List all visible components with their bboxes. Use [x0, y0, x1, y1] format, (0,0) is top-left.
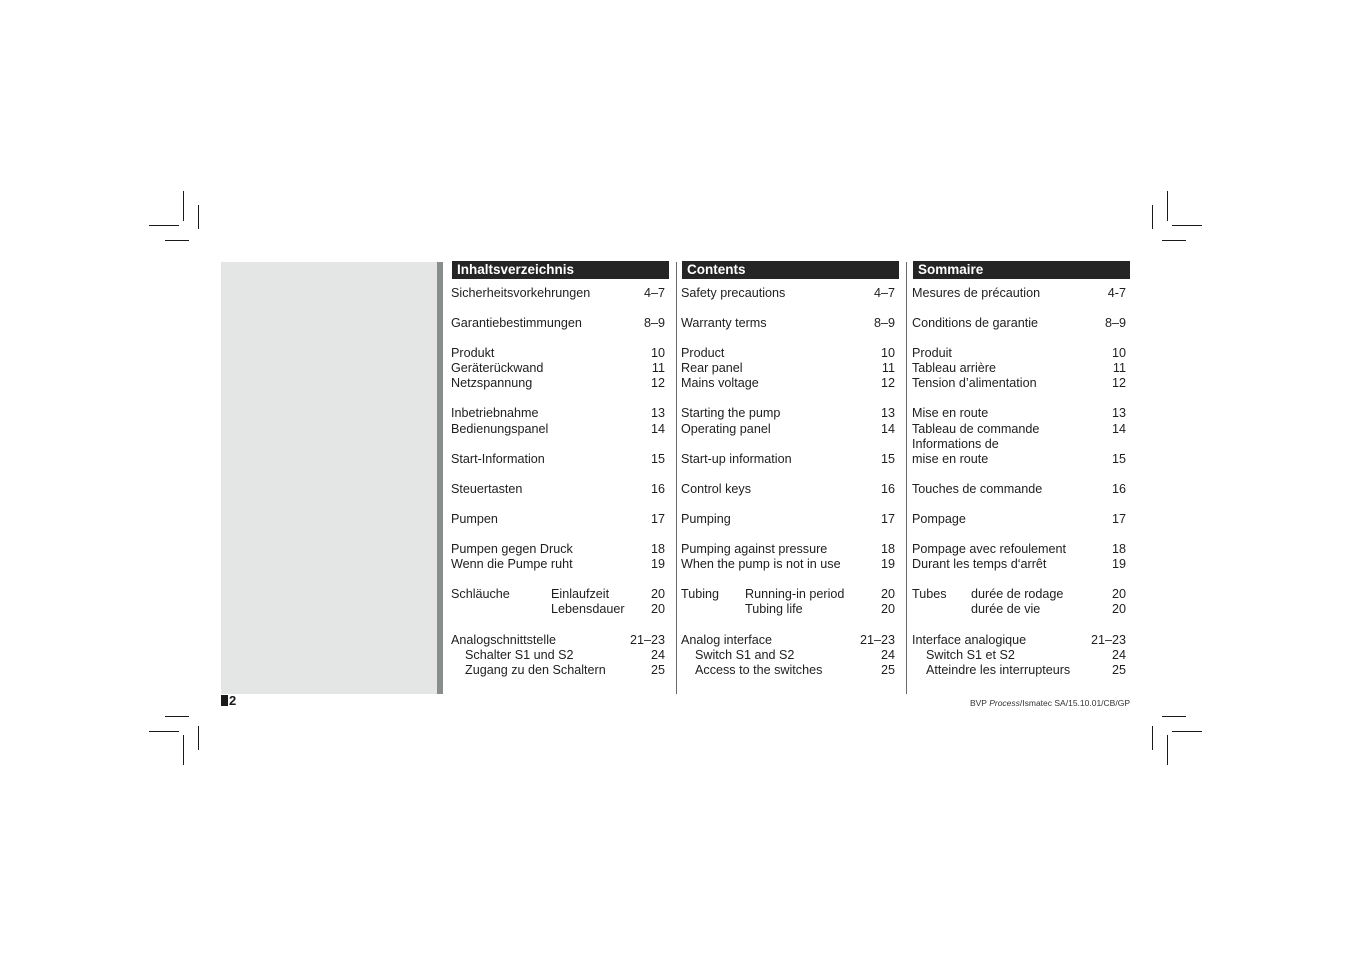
toc-entry: Steuertasten 16 [451, 482, 665, 496]
toc-column-french [912, 261, 1130, 678]
toc-entry: Tableau de commande 14 [912, 422, 1126, 436]
toc-entry: Netzspannung 12 [451, 376, 665, 390]
toc-entry: Bedienungspanel 14 [451, 422, 665, 436]
toc-entry: Tension d’alimentation 12 [912, 376, 1126, 390]
toc-entry: Produit 10 [912, 346, 1126, 360]
toc-entry: Tubes durée de rodage 20 [912, 587, 1126, 601]
toc-entry: Switch S1 et S2 24 [926, 648, 1126, 662]
column-heading: Sommaire [913, 261, 1130, 279]
toc-entry: Atteindre les interrupteurs 25 [926, 663, 1126, 677]
toc-entry: Control keys 16 [681, 482, 895, 496]
toc-entry: durée de vie 20 [971, 602, 1126, 616]
toc-entry: Geräterückwand 11 [451, 361, 665, 375]
toc-entry: Wenn die Pumpe ruht 19 [451, 557, 665, 571]
page-marker [221, 695, 228, 706]
toc-entry: Safety precautions 4–7 [681, 286, 895, 300]
toc-entry: Mains voltage 12 [681, 376, 895, 390]
toc-entry: Pumpen 17 [451, 512, 665, 526]
document-footer: BVP Process/Ismatec SA/15.10.01/CB/GP [969, 698, 1130, 708]
toc-entry: mise en route 15 [912, 452, 1126, 466]
toc-entry: Conditions de garantie 8–9 [912, 316, 1126, 330]
toc-entry: Touches de commande 16 [912, 482, 1126, 496]
toc-entry: Access to the switches 25 [695, 663, 895, 677]
toc-entry: Pompage avec refoulement 18 [912, 542, 1126, 556]
toc-entry: Switch S1 and S2 24 [695, 648, 895, 662]
column-divider [676, 262, 677, 694]
toc-entry: Pumping against pressure 18 [681, 542, 895, 556]
toc-entry: Start-Information 15 [451, 452, 665, 466]
toc-entry: Warranty terms 8–9 [681, 316, 895, 330]
toc-entry: Mesures de précaution 4-7 [912, 286, 1126, 300]
column-divider [906, 262, 907, 694]
toc-entry: Pompage 17 [912, 512, 1126, 526]
column-heading: Inhaltsverzeichnis [452, 261, 669, 279]
toc-entry: Analog interface 21–23 [681, 633, 895, 647]
toc-entry: Zugang zu den Schaltern 25 [465, 663, 665, 677]
page-number: 2 [229, 693, 237, 708]
toc-entry: Start-up information 15 [681, 452, 895, 466]
toc-entry: When the pump is not in use 19 [681, 557, 895, 571]
toc-entry: Inbetriebnahme 13 [451, 406, 665, 420]
toc-entry: Pumpen gegen Druck 18 [451, 542, 665, 556]
toc-entry: Lebensdauer 20 [551, 602, 665, 616]
toc-entry: Starting the pump 13 [681, 406, 895, 420]
toc-entry: Durant les temps d‘arrêt 19 [912, 557, 1126, 571]
toc-entry: Product 10 [681, 346, 895, 360]
toc-entry: Mise en route 13 [912, 406, 1126, 420]
toc-entry: Tubing life 20 [745, 602, 895, 616]
toc-entry: Rear panel 11 [681, 361, 895, 375]
toc-entry: Tableau arrière 11 [912, 361, 1126, 375]
side-panel [221, 262, 438, 694]
toc-entry: Analogschnittstelle 21–23 [451, 633, 665, 647]
toc-entry: Operating panel 14 [681, 422, 895, 436]
toc-entry: Produkt 10 [451, 346, 665, 360]
toc-entry: Tubing Running-in period 20 [681, 587, 895, 601]
toc-column-german [451, 261, 669, 678]
toc-entry: Schläuche Einlaufzeit 20 [451, 587, 665, 601]
toc-entry: Sicherheitsvorkehrungen 4–7 [451, 286, 665, 300]
column-heading: Contents [682, 261, 899, 279]
toc-entry: Pumping 17 [681, 512, 895, 526]
toc-entry: Informations de [912, 437, 999, 451]
toc-entry: Interface analogique 21–23 [912, 633, 1126, 647]
toc-entry: Garantiebestimmungen 8–9 [451, 316, 665, 330]
side-panel-bar [437, 262, 443, 694]
toc-column-english [681, 261, 899, 678]
toc-entry: Schalter S1 und S2 24 [465, 648, 665, 662]
